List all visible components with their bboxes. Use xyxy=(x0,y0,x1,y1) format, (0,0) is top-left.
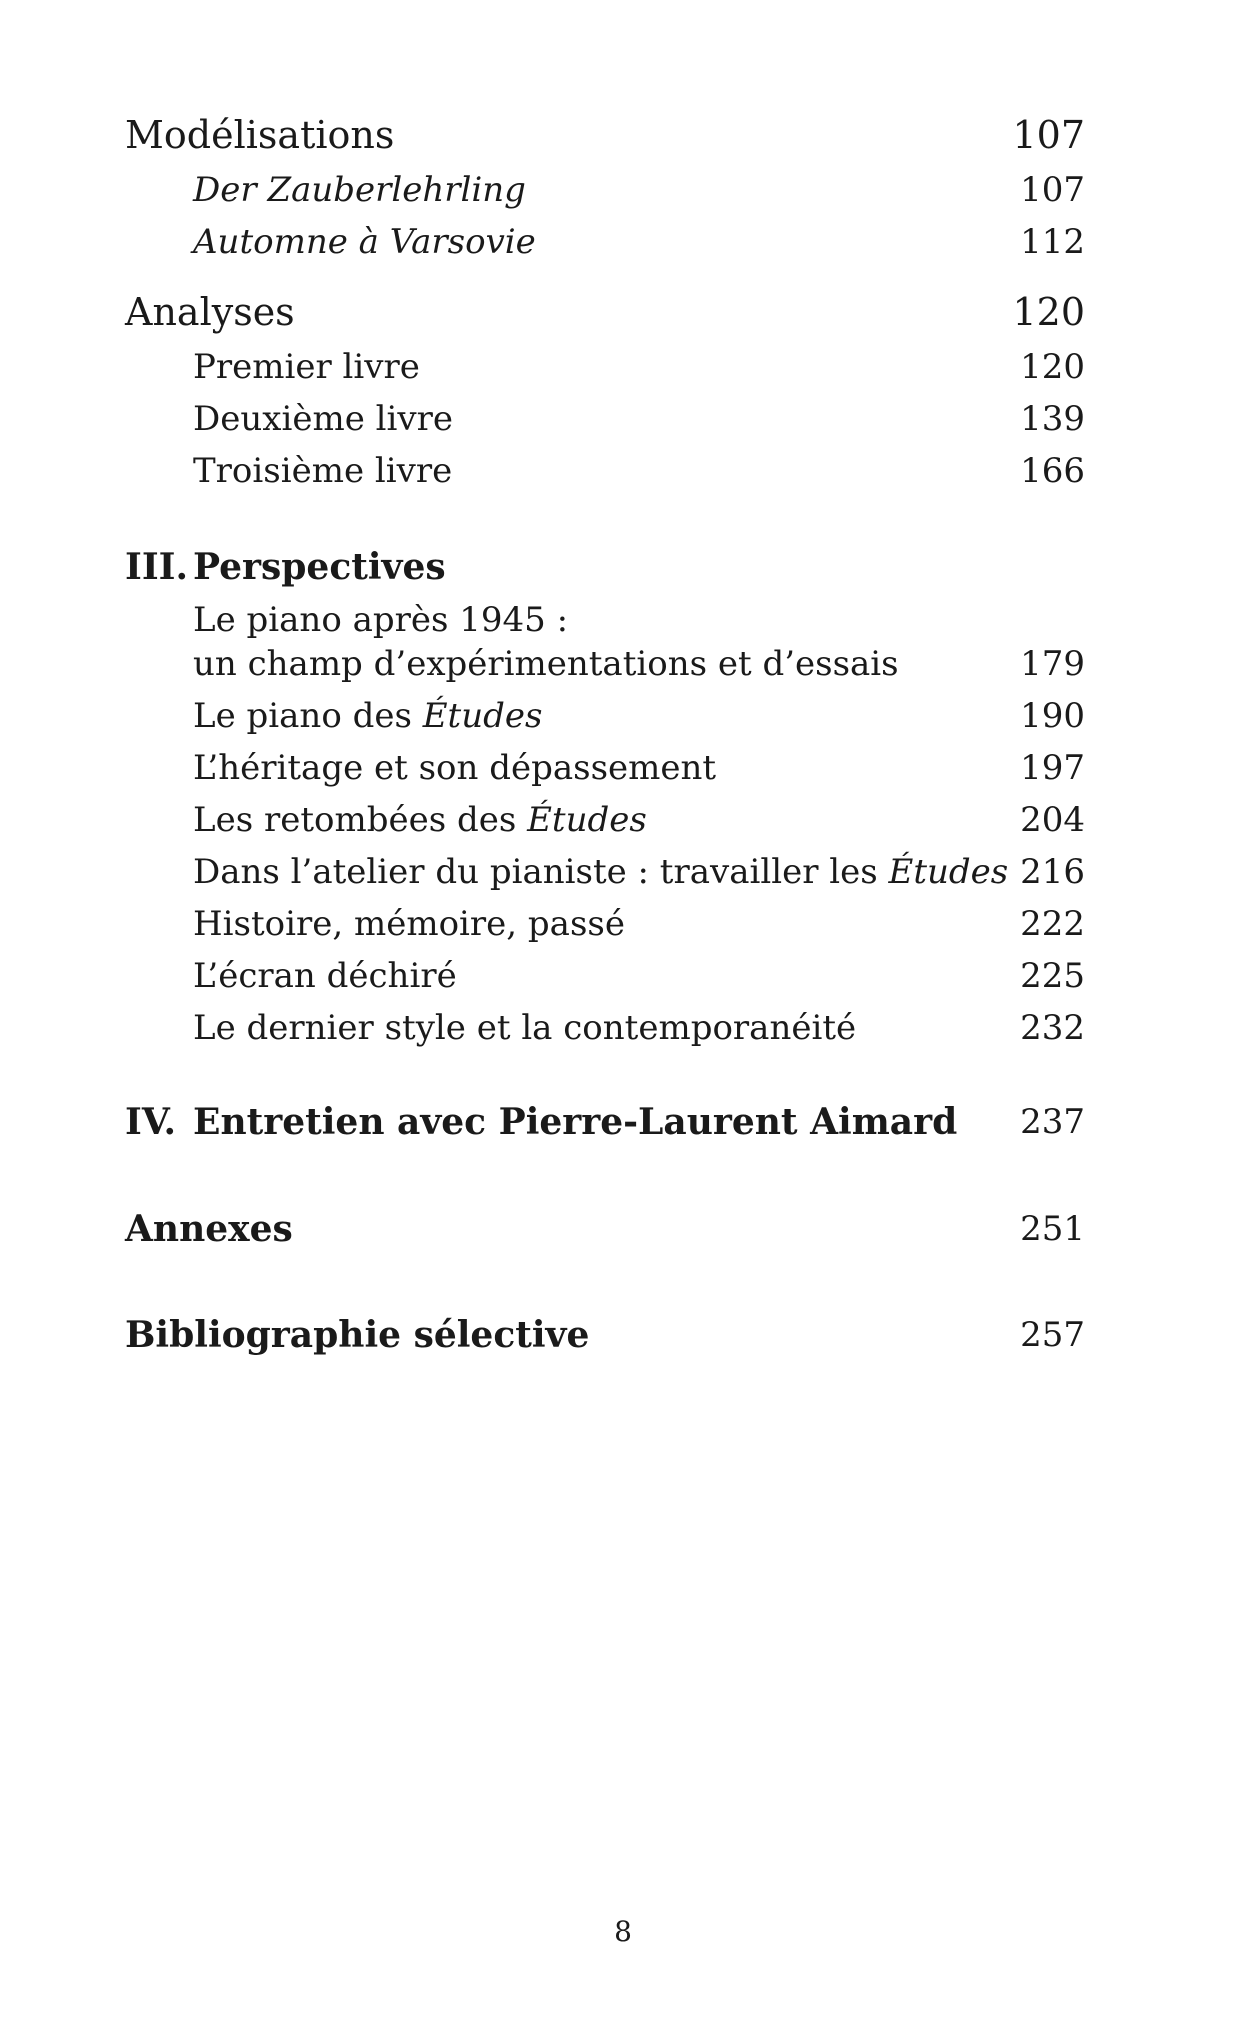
toc-entry-label: Analyses xyxy=(125,290,295,334)
toc-entry-bibliographie[interactable] xyxy=(125,1313,1085,1357)
toc-entry-label: L’héritage et son dépassement xyxy=(193,748,717,788)
toc-entry-label-italic: Études xyxy=(527,800,647,840)
toc-entry-label: Automne à Varsovie xyxy=(193,222,536,262)
toc-page-number: 216 xyxy=(1020,852,1085,892)
toc-page-number: 204 xyxy=(1020,800,1085,840)
part-numeral: IV. xyxy=(125,1101,177,1143)
toc-entry-heritage[interactable] xyxy=(193,746,1085,790)
toc-entry-label: Le dernier style et la contemporanéité xyxy=(193,1008,857,1048)
toc-entry-annexes[interactable] xyxy=(125,1207,1085,1251)
toc-page-number: 139 xyxy=(1020,399,1085,439)
toc-page-number: 120 xyxy=(1020,347,1085,387)
toc-entry-label: Histoire, mémoire, passé xyxy=(193,904,625,944)
toc-page-number: 197 xyxy=(1020,748,1085,788)
toc-entry-atelier-du-pianiste[interactable] xyxy=(193,850,1085,894)
toc-entry-label: Annexes xyxy=(125,1208,293,1250)
part-numeral: III. xyxy=(125,546,189,588)
toc-entry-ecran-dechire[interactable] xyxy=(193,954,1085,998)
toc-page-number: 251 xyxy=(1020,1209,1085,1249)
toc-entry-label: L’écran déchiré xyxy=(193,956,457,996)
toc-entry-label-italic: Études xyxy=(422,696,543,736)
toc-page-number: 225 xyxy=(1020,956,1085,996)
toc-entry-label-italic: Études xyxy=(888,852,1009,892)
toc-part-3-heading[interactable] xyxy=(125,545,1085,589)
toc-entry-histoire[interactable] xyxy=(193,902,1085,946)
toc-entry-der-zauberlehrling[interactable] xyxy=(193,168,1085,212)
page-folio: 8 xyxy=(614,1915,632,1948)
toc-entry-retombees[interactable] xyxy=(193,798,1085,842)
toc-entry-label: Les retombées des xyxy=(193,800,528,840)
toc-entry-label: Deuxième livre xyxy=(193,399,453,439)
toc-entry-label: Bibliographie sélective xyxy=(125,1314,590,1356)
toc-page-number: 257 xyxy=(1020,1315,1085,1355)
toc-page-number: 190 xyxy=(1020,696,1085,736)
toc-entry-piano-apres-1945[interactable] xyxy=(193,598,1085,686)
toc-part-4-heading[interactable] xyxy=(125,1100,1085,1144)
toc-entry-piano-des-etudes[interactable] xyxy=(193,694,1085,738)
toc-page-number: 237 xyxy=(1020,1102,1085,1142)
toc-entry-automne-a-varsovie[interactable] xyxy=(193,220,1085,264)
toc-entry-label: Dans l’atelier du pianiste : travailler les xyxy=(193,852,889,892)
toc-page-number: 232 xyxy=(1020,1008,1085,1048)
toc-entry-label-line2: un champ d’expérimentations et d’essais xyxy=(193,644,899,684)
toc-entry-premier-livre[interactable] xyxy=(193,345,1085,389)
toc-entry-label: Troisième livre xyxy=(193,451,453,491)
toc-page-number: 107 xyxy=(1020,170,1085,210)
toc-page-number: 166 xyxy=(1020,451,1085,491)
toc-entry-label: Der Zauberlehrling xyxy=(193,170,526,210)
toc-entry-troisieme-livre[interactable] xyxy=(193,449,1085,493)
toc-entry-label-line1: Le piano après 1945 : xyxy=(193,600,569,640)
toc-page-number: 112 xyxy=(1020,222,1085,262)
toc-entry-label: Modélisations xyxy=(125,113,395,157)
toc-entry-label: Le piano des xyxy=(193,696,423,736)
toc-page-number: 107 xyxy=(1012,113,1085,157)
toc-entry-modelisations[interactable] xyxy=(125,113,1085,157)
part-title: Perspectives xyxy=(193,546,446,588)
toc-entry-label: Premier livre xyxy=(193,347,420,387)
toc-entry-dernier-style[interactable] xyxy=(193,1006,1085,1050)
part-title: Entretien avec Pierre-Laurent Aimard xyxy=(193,1101,958,1143)
toc-entry-deuxieme-livre[interactable] xyxy=(193,397,1085,441)
toc-page-number: 179 xyxy=(1020,644,1085,684)
toc-entry-analyses[interactable] xyxy=(125,290,1085,334)
toc-page-number: 222 xyxy=(1020,904,1085,944)
toc-page-number: 120 xyxy=(1012,290,1085,334)
